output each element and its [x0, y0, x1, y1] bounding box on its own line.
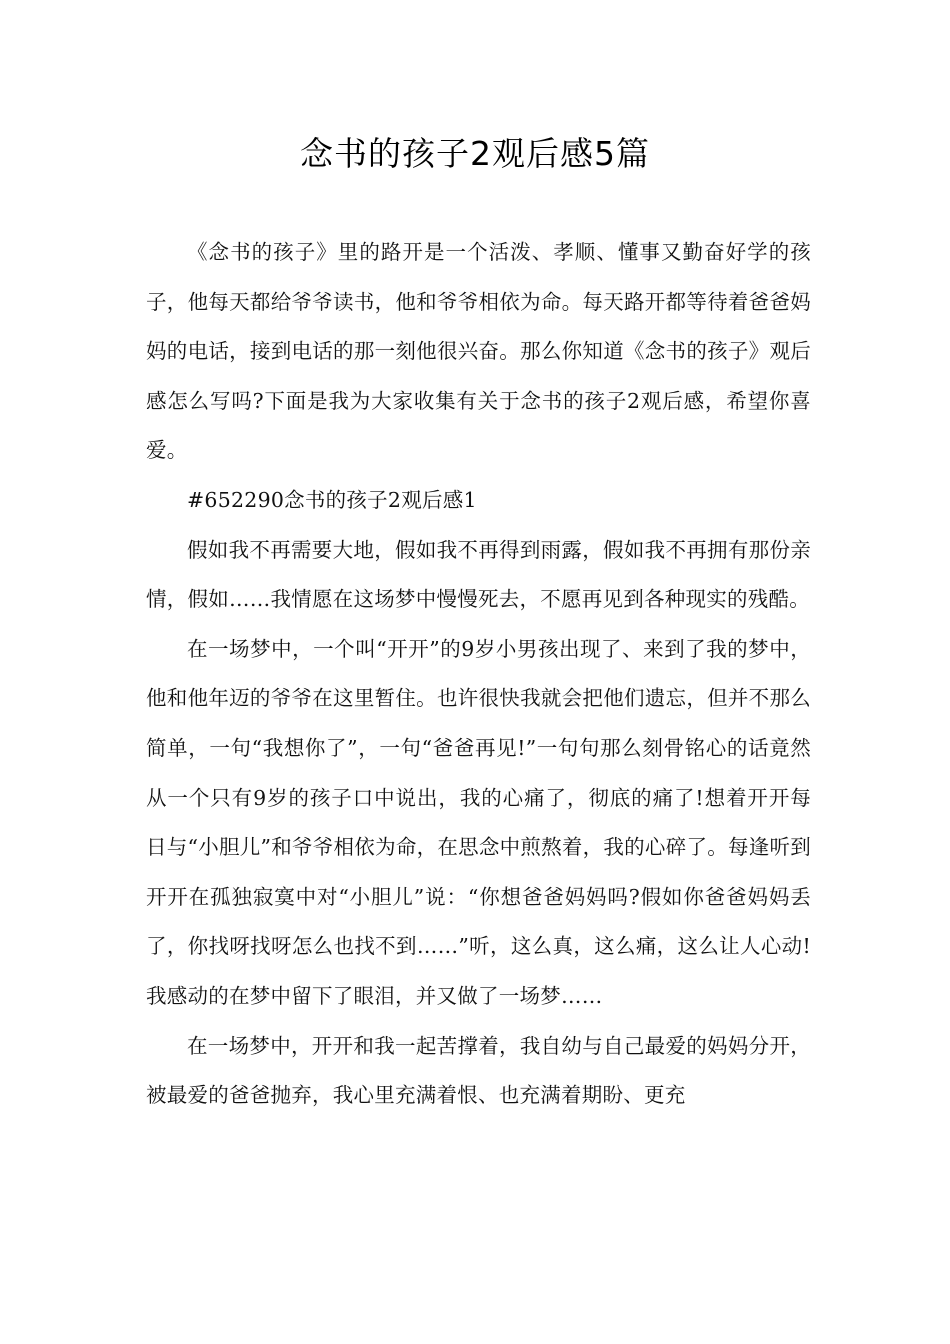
document-title: 念书的孩子2观后感5篇	[300, 134, 650, 173]
paragraph: 假如我不再需要大地，假如我不再得到雨露，假如我不再拥有那份亲情，假如……我情愿在这场梦中慢慢死去，不愿再见到各种现实的残酷。	[146, 537, 811, 612]
paragraph-intro: 《念书的孩子》里的路开是一个活泼、孝顺、懂事又勤奋好学的孩子，他每天都给爷爷读书，他和爷爷相依为命。每天路开都等待着爸爸妈妈的电话，接到电话的那一刻他很兴奋。那么你知道《念书的孩子》观后感怎么写吗?下面是我为大家收集有关于念书的孩子2观后感，希望你喜爱。	[146, 240, 811, 463]
paragraph: 在一场梦中，开开和我一起苦撑着，我自幼与自己最爱的妈妈分开，被最爱的爸爸抛弃，我心里充满着恨、也充满着期盼、更充	[146, 1033, 811, 1108]
document-body	[146, 228, 811, 1121]
section-heading: #652290念书的孩子2观后感1	[187, 487, 477, 512]
paragraph: 在一场梦中，一个叫“开开”的9岁小男孩出现了、来到了我的梦中，他和他年迈的爷爷在这里暂住。也许很快我就会把他们遗忘，但并不那么简单，一句“我想你了”，一句“爸爸再见!”一句句那么刻骨铭心的话竟然从一个只有9岁的孩子口中说出，我的心痛了，彻底的痛了!想着开开每日与“小胆儿”和爷爷相依为命，在思念中煎熬着，我的心碎了。每逢听到开开在孤独寂寞中对“小胆儿”说：“你想爸爸妈妈吗?假如你爸爸妈妈丢了，你找呀找呀怎么也找不到……”听，这么真，这么痛，这么让人心动!我感动的在梦中留下了眼泪，并又做了一场梦……	[146, 636, 811, 1008]
